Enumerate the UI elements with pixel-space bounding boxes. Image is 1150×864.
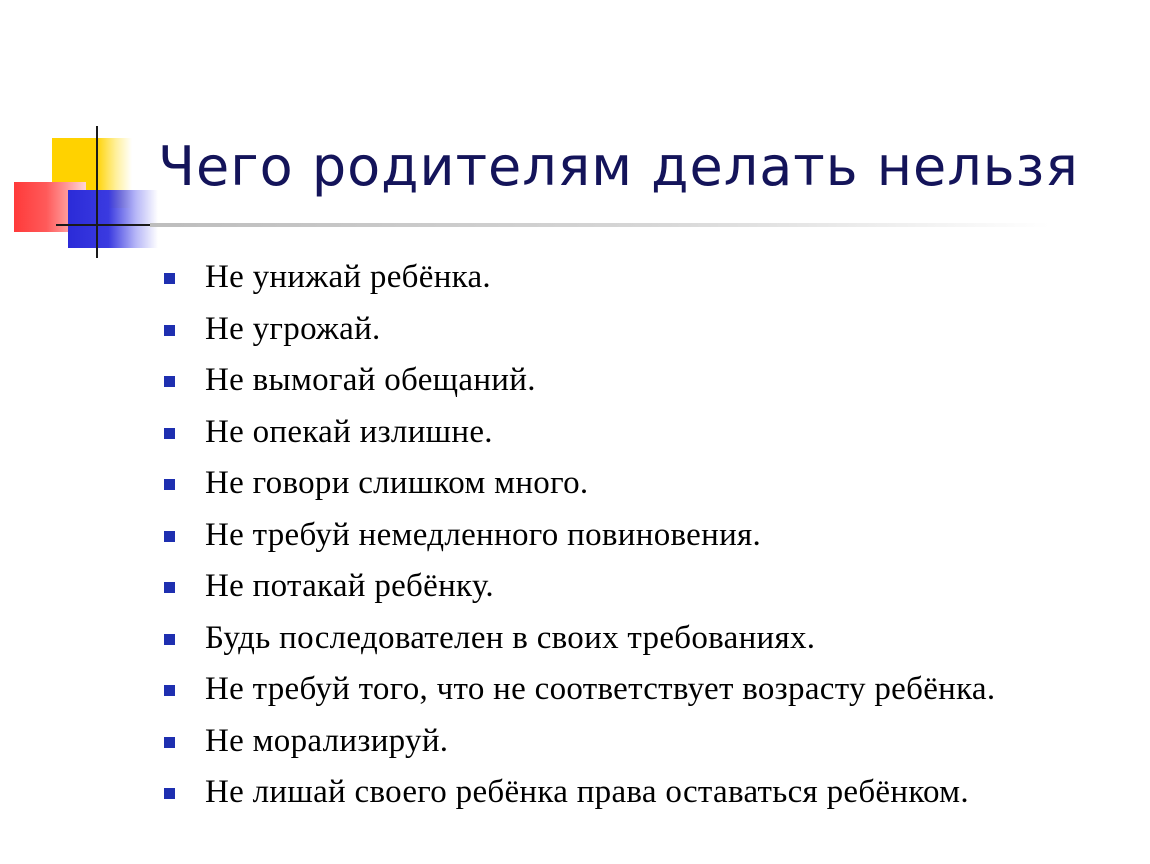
square-bullet-icon (164, 634, 175, 645)
list-item-text: Не требуй немедленного повиновения. (205, 516, 762, 553)
list-item-text: Не вымогай обещаний. (205, 362, 536, 398)
list-item-text: Не требуй того, что не соответствует возрасту ребёнка. (205, 671, 996, 707)
square-bullet-icon (164, 428, 175, 439)
list-item-text: Будь последователен в своих требованиях. (205, 619, 816, 656)
list-item-text: Не унижай ребёнка. (205, 259, 491, 295)
square-bullet-icon (164, 325, 175, 336)
corner-squares-logo (0, 0, 180, 270)
list-item-text: Не потакай ребёнку. (205, 568, 494, 604)
square-bullet-icon (164, 685, 175, 696)
blue-square (68, 190, 158, 248)
square-bullet-icon (164, 273, 175, 284)
square-bullet-icon (164, 479, 175, 490)
list-item-text: Не опекай излишне. (205, 413, 493, 450)
title-underline (150, 223, 1050, 227)
logo-vertical-line (96, 126, 98, 258)
square-bullet-icon (164, 376, 175, 387)
square-bullet-icon (164, 737, 175, 748)
square-bullet-icon (164, 531, 175, 542)
square-bullet-icon (164, 788, 175, 799)
square-bullet-icon (164, 582, 175, 593)
list-item-text: Не говори слишком много. (205, 465, 589, 501)
list-item-text: Не лишай своего ребёнка права оставаться ребёнком. (205, 774, 969, 810)
list-item-text: Не угрожай. (205, 310, 381, 347)
slide-title: Чего родителям делать нельзя (158, 135, 1079, 198)
list-item-text: Не морализируй. (205, 722, 449, 759)
